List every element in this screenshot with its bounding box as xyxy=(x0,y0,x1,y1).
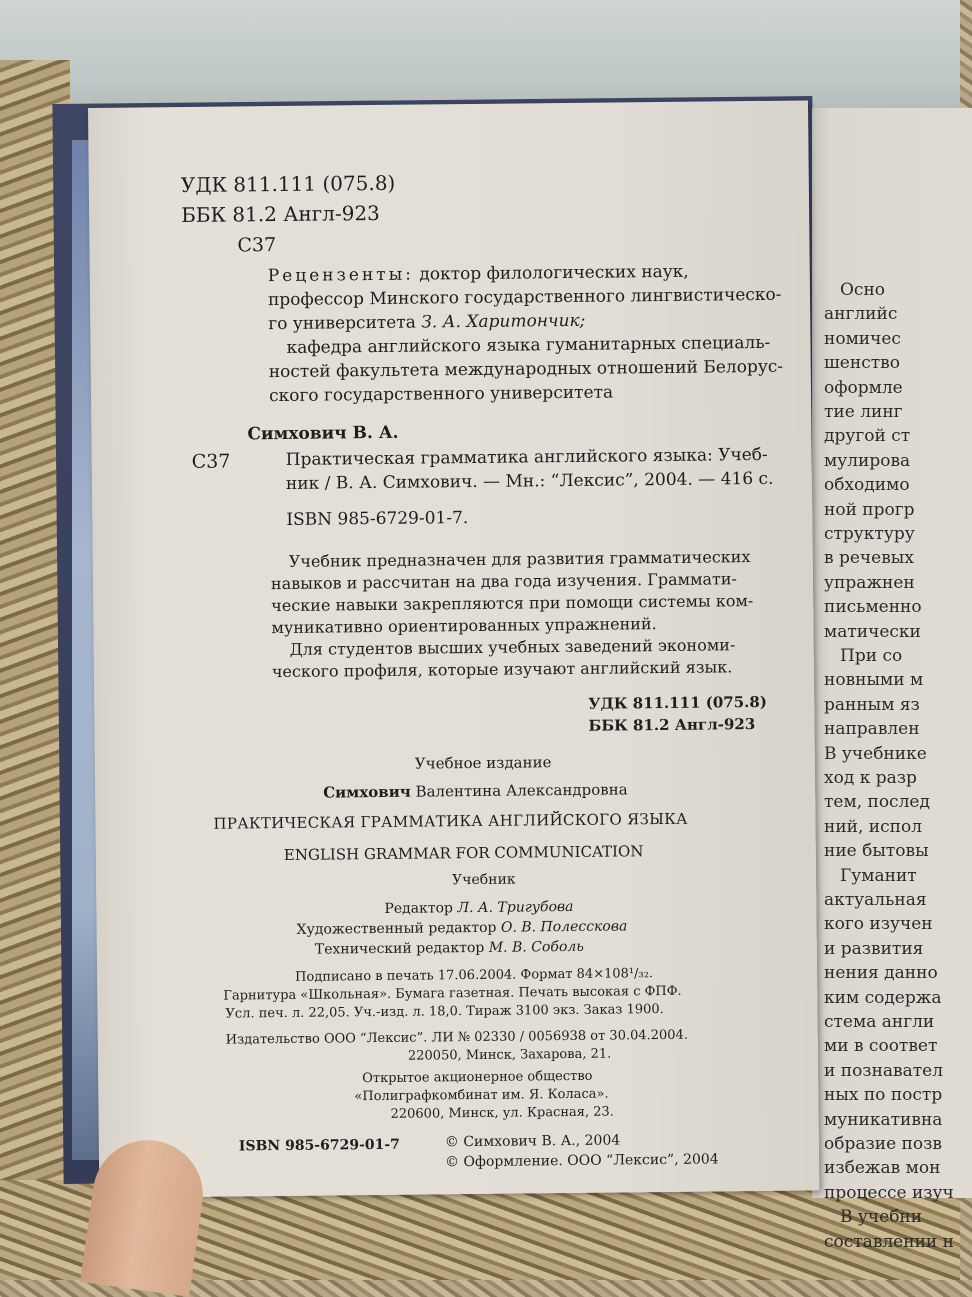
book-type: Учебник xyxy=(452,871,516,889)
right-page-line: в речевых xyxy=(824,548,914,569)
biblio-line-1: Практическая грамматика английского языка: Учеб- xyxy=(285,444,768,470)
right-page-line: и развития xyxy=(824,938,924,959)
bbk-top: ББК 81.2 Англ-923 xyxy=(181,200,380,228)
right-page-line: и познавател xyxy=(824,1060,944,1081)
annotation-line-3: ческие навыки закрепляются при помощи системы ком- xyxy=(271,591,754,616)
reviewers-line-1: Рецензенты: доктор филологических наук, xyxy=(267,261,689,287)
author-full: Симхович Валентина Александровна xyxy=(323,780,628,802)
right-page-line: тем, послед xyxy=(824,792,930,813)
isbn-mid: ISBN 985-6729-01-7. xyxy=(286,508,469,530)
right-page xyxy=(812,108,972,1252)
right-page-line: При со xyxy=(840,646,903,666)
print-line-3: Усл. печ. л. 22,05. Уч.-изд. л. 18,0. Тираж 3100 экз. Заказ 1900. xyxy=(225,1002,664,1022)
biblio-line-2: ник / В. А. Симхович. — Мн.: “Лексис”, 2004. — 416 с. xyxy=(285,468,774,494)
right-page-line: муникативна xyxy=(824,1109,943,1130)
right-page-line: ким содержа xyxy=(824,987,942,1008)
reviewer-name: З. А. Харитончик; xyxy=(421,310,586,333)
right-page-line: шенство xyxy=(824,353,900,374)
annotation-line-2: навыков и рассчитан на два года изучения. Граммати- xyxy=(270,569,738,594)
right-page-line: ранным яз xyxy=(824,694,920,715)
print-line-8: 220600, Минск, ул. Красная, 23. xyxy=(390,1104,614,1122)
right-page-line: направлен xyxy=(824,719,920,740)
bbk-right: ББК 81.2 Англ-923 xyxy=(588,715,756,735)
right-page-line: стема англи xyxy=(824,1012,935,1032)
annotation-line-5: Для студентов высших учебных заведений экономи- xyxy=(289,635,736,659)
right-page-line: образие позв xyxy=(824,1134,942,1154)
reviewers-label: Рецензенты: xyxy=(267,264,415,287)
edition-type: Учебное издание xyxy=(414,753,552,773)
right-page-line: Гуманит xyxy=(840,865,917,886)
editor-1: Редактор Л. А. Тригубова xyxy=(384,898,574,917)
author-bold: Симхович В. А. xyxy=(247,422,399,445)
right-page-line: обходимо xyxy=(824,475,910,496)
print-line-1: Подписано в печать 17.06.2004. Формат 84×108¹/₃₂. xyxy=(295,966,654,985)
right-page-line: другой ст xyxy=(824,426,911,447)
udk-right: УДК 811.111 (075.8) xyxy=(588,692,767,713)
reviewers-line-5: ностей факультета международных отношений Белорус- xyxy=(268,356,784,383)
right-page-line: ми в соответ xyxy=(824,1036,938,1057)
udk-top: УДК 811.111 (075.8) xyxy=(180,170,396,198)
annotation-line-6: ческого профиля, которые изучают английский язык. xyxy=(271,657,733,682)
right-page-line: составлении н xyxy=(824,1231,954,1252)
right-page-line: актуальная xyxy=(824,890,927,910)
annotation-line-1: Учебник предназначен для развития грамматических xyxy=(288,547,751,571)
right-page-line: номичес xyxy=(824,328,901,349)
reviewers-line-2: профессор Минского государственного лингвистическо- xyxy=(267,284,782,311)
print-line-7: «Полиграфкомбинат им. Я. Коласа». xyxy=(354,1086,609,1105)
reviewers-line-6: ского государственного университета xyxy=(268,382,614,407)
right-page-line: тие линг xyxy=(824,402,903,422)
right-page-line: письменно xyxy=(824,597,922,618)
print-line-2: Гарнитура «Школьная». Бумага газетная. Печать высокая с ФПФ. xyxy=(223,983,682,1004)
title-ru: ПРАКТИЧЕСКАЯ ГРАММАТИКА АНГЛИЙСКОГО ЯЗЫКА xyxy=(213,809,688,833)
title-en: ENGLISH GRAMMAR FOR COMMUNICATION xyxy=(283,842,644,864)
right-page-line: В учебнике xyxy=(824,743,927,764)
right-page-line: кого изучен xyxy=(824,914,933,935)
right-page-line: В учебни xyxy=(840,1207,923,1228)
right-page-line: ние бытовы xyxy=(824,841,929,862)
right-page-line: ных по постр xyxy=(824,1085,943,1106)
print-line-4: Издательство ООО “Лексис”. ЛИ № 02330 / 0056938 от 30.04.2004. xyxy=(225,1027,689,1048)
annotation-line-4: муникативно ориентированных упражнений. xyxy=(271,614,657,638)
editor-3: Технический редактор М. В. Соболь xyxy=(314,938,584,958)
right-page-line: процессе изуч xyxy=(824,1182,954,1203)
right-page-line: оформле xyxy=(824,377,903,398)
code-top: С37 xyxy=(237,234,277,257)
right-page-line: английс xyxy=(824,304,898,325)
right-page-line: мулирова xyxy=(824,450,911,471)
reviewers-line-3: го университета З. А. Харитончик; xyxy=(268,310,586,335)
right-page-line: матически xyxy=(824,621,921,642)
isbn-bottom: ISBN 985-6729-01-7 xyxy=(238,1136,400,1155)
copyright-line-1: © Симхович В. А., 2004 xyxy=(444,1132,621,1151)
code-side: С37 xyxy=(191,450,231,473)
right-page-line: упражнен xyxy=(824,572,915,593)
print-line-5: 220050, Минск, Захарова, 21. xyxy=(407,1046,612,1064)
right-page-line: ход к разр xyxy=(824,768,917,788)
right-page-line: новными м xyxy=(824,670,924,691)
copyright-line-2: © Оформление. ООО “Лексис”, 2004 xyxy=(444,1151,719,1171)
print-line-6: Открытое акционерное общество xyxy=(362,1068,593,1087)
right-page-line: ний, испол xyxy=(824,816,923,837)
reviewers-line-4: кафедра английского языка гуманитарных специаль- xyxy=(286,332,771,358)
right-page-line: структуру xyxy=(824,524,915,544)
right-page-line: Осно xyxy=(840,280,886,300)
editor-2: Художественный редактор О. В. Полесскова xyxy=(296,918,628,938)
right-page-line: нения данно xyxy=(824,963,938,984)
left-page xyxy=(88,100,819,1197)
right-page-line: избежав мон xyxy=(824,1158,941,1179)
right-page-line: ной прогр xyxy=(824,499,915,520)
